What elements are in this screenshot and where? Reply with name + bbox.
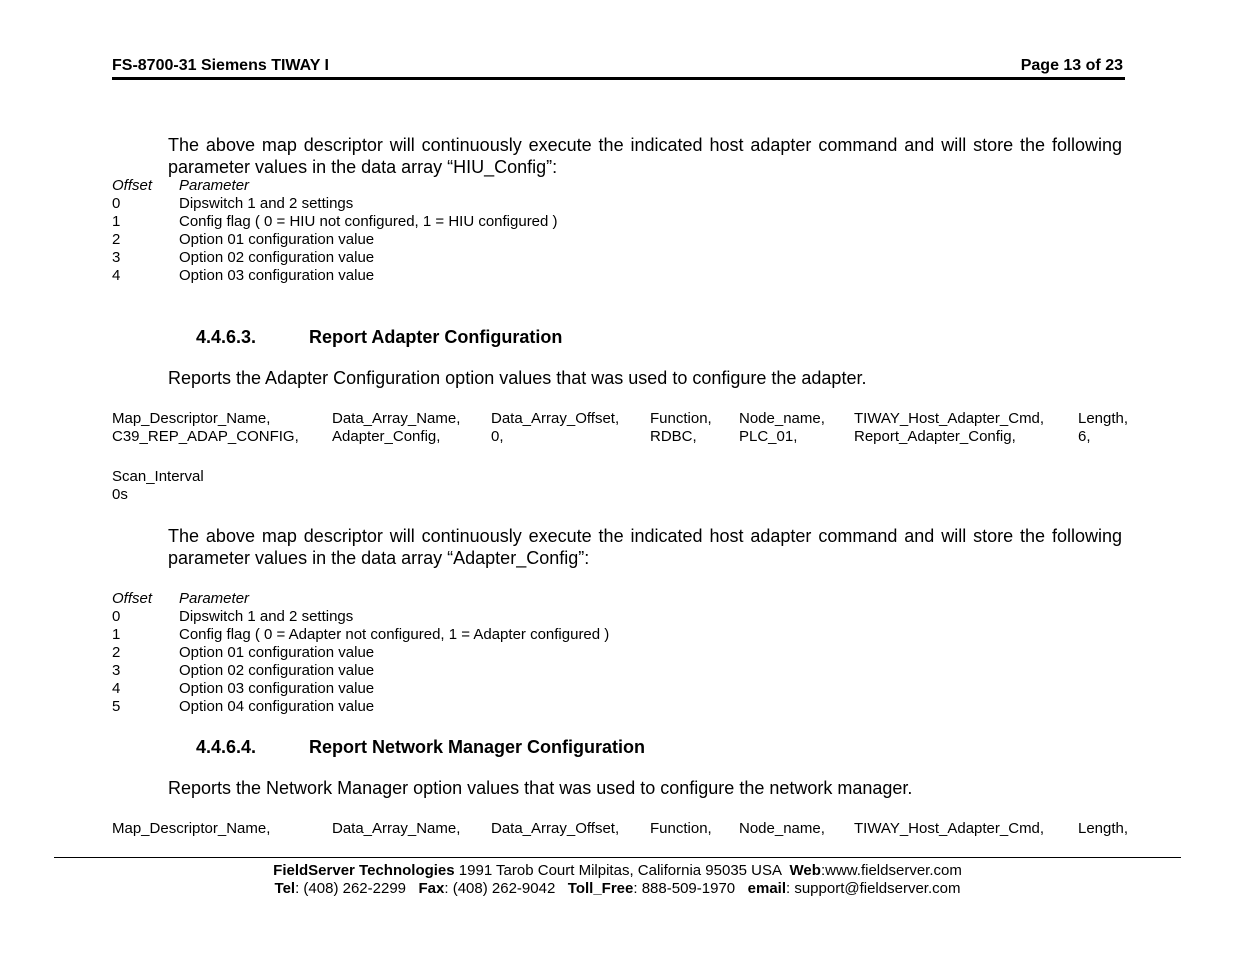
offset-header: Offset	[112, 590, 153, 607]
md-header-data-array-name: Data_Array_Name,	[332, 820, 461, 837]
footer-tel-label: Tel	[274, 880, 296, 897]
md-header-data-array-offset: Data_Array_Offset,	[491, 410, 620, 427]
md-header-function: Function,	[650, 410, 712, 427]
parameter-cell: Option 04 configuration value	[179, 698, 375, 715]
section-description-network-manager: Reports the Network Manager option values that was used to configure the network manager.	[168, 778, 913, 798]
md-header-data-array-name: Data_Array_Name,	[332, 410, 461, 427]
offset-cell: 0	[112, 608, 121, 625]
table-row	[112, 608, 609, 626]
section-title-adapter-config: Report Adapter Configuration	[309, 327, 563, 347]
footer-contact-line	[0, 880, 1235, 898]
page-number: Page 13 of 23	[1020, 57, 1123, 74]
document-title: FS-8700-31 Siemens TIWAY I	[112, 57, 329, 74]
footer-tel-value: : (408) 262-2299	[295, 880, 419, 897]
parameter-cell: Option 03 configuration value	[179, 680, 375, 697]
md-value-scan-interval: 0s	[112, 486, 128, 503]
footer-tollfree-value: : 888-509-1970	[633, 880, 748, 897]
footer-web-link[interactable]: :www.fieldserver.com	[820, 862, 962, 879]
parameter-cell: Config flag ( 0 = HIU not configured, 1 = HIU configured )	[179, 213, 558, 230]
md-header-node-name: Node_name,	[739, 410, 825, 427]
footer-address-line	[0, 862, 1235, 880]
table-row	[112, 680, 609, 698]
header-rule	[112, 77, 1125, 80]
md-header-map-descriptor-name: Map_Descriptor_Name,	[112, 820, 271, 837]
offset-cell: 3	[112, 249, 121, 266]
footer-tollfree-label: Toll_Free	[567, 880, 634, 897]
table-row	[112, 698, 609, 716]
parameter-cell: Option 01 configuration value	[179, 644, 375, 661]
offset-cell: 4	[112, 680, 121, 697]
md-header-data-array-offset: Data_Array_Offset,	[491, 820, 620, 837]
parameter-cell: Dipswitch 1 and 2 settings	[179, 608, 354, 625]
md-header-function: Function,	[650, 820, 712, 837]
parameter-header: Parameter	[179, 177, 250, 194]
md-header-map-descriptor-name: Map_Descriptor_Name,	[112, 410, 271, 427]
table-row	[112, 267, 558, 285]
table-header-row	[112, 590, 609, 608]
md-value-map-descriptor-name: C39_REP_ADAP_CONFIG,	[112, 428, 299, 445]
md-header-length: Length,	[1078, 410, 1129, 427]
md-value-function: RDBC,	[650, 428, 697, 445]
parameter-cell: Dipswitch 1 and 2 settings	[179, 195, 354, 212]
footer-web-label: Web	[789, 862, 821, 879]
offset-parameter-table-hiu	[112, 177, 558, 285]
offset-cell: 2	[112, 231, 121, 248]
offset-parameter-table-adapter	[112, 590, 609, 716]
section-description-adapter-config: Reports the Adapter Configuration option values that was used to configure the adapter.	[168, 368, 867, 388]
offset-cell: 3	[112, 662, 121, 679]
md-header-node-name: Node_name,	[739, 820, 825, 837]
md-header-length: Length,	[1078, 820, 1129, 837]
offset-cell: 0	[112, 195, 121, 212]
footer-email-link[interactable]: : support@fieldserver.com	[786, 880, 961, 897]
table-row	[112, 644, 609, 662]
section-number-network-manager: 4.4.6.4.	[196, 737, 257, 757]
table-row	[112, 195, 558, 213]
parameter-cell: Config flag ( 0 = Adapter not configured, 1 = Adapter configured )	[179, 626, 610, 643]
md-header-tiway-cmd: TIWAY_Host_Adapter_Cmd,	[854, 820, 1045, 837]
offset-cell: 1	[112, 626, 121, 643]
offset-cell: 1	[112, 213, 121, 230]
table-row	[112, 662, 609, 680]
table-row	[112, 249, 558, 267]
md-value-data-array-offset: 0,	[491, 428, 504, 445]
md-header-scan-interval: Scan_Interval	[112, 468, 204, 485]
md-value-length: 6,	[1078, 428, 1091, 445]
footer-fax-label: Fax	[418, 880, 445, 897]
parameter-cell: Option 02 configuration value	[179, 249, 375, 266]
parameter-cell: Option 03 configuration value	[179, 267, 375, 284]
table-header-row	[112, 177, 558, 195]
offset-cell: 2	[112, 644, 121, 661]
table-row	[112, 231, 558, 249]
section-number-adapter-config: 4.4.6.3.	[196, 327, 257, 347]
md-value-tiway-cmd: Report_Adapter_Config,	[854, 428, 1016, 445]
footer-rule	[54, 857, 1181, 858]
paragraph-adapter-config: The above map descriptor will continuously execute the indicated host adapter command and will store the following parameter values in the data array “Adapter_Config”:	[168, 526, 1122, 568]
footer-company: FieldServer Technologies	[273, 862, 455, 879]
footer-fax-value: : (408) 262-9042	[444, 880, 568, 897]
table-row	[112, 626, 609, 644]
parameter-header: Parameter	[179, 590, 250, 607]
table-row	[112, 213, 558, 231]
md-value-data-array-name: Adapter_Config,	[332, 428, 441, 445]
md-header-tiway-cmd: TIWAY_Host_Adapter_Cmd,	[854, 410, 1045, 427]
footer-address: 1991 Tarob Court Milpitas, California 95035 USA	[454, 862, 790, 879]
offset-cell: 5	[112, 698, 121, 715]
offset-header: Offset	[112, 177, 153, 194]
md-value-node-name: PLC_01,	[739, 428, 798, 445]
offset-cell: 4	[112, 267, 121, 284]
footer-email-label: email	[747, 880, 786, 897]
paragraph-hiu-config: The above map descriptor will continuously execute the indicated host adapter command and will store the following parameter values in the data array “HIU_Config”:	[168, 135, 1122, 177]
section-title-network-manager: Report Network Manager Configuration	[309, 737, 646, 757]
parameter-cell: Option 01 configuration value	[179, 231, 375, 248]
parameter-cell: Option 02 configuration value	[179, 662, 375, 679]
